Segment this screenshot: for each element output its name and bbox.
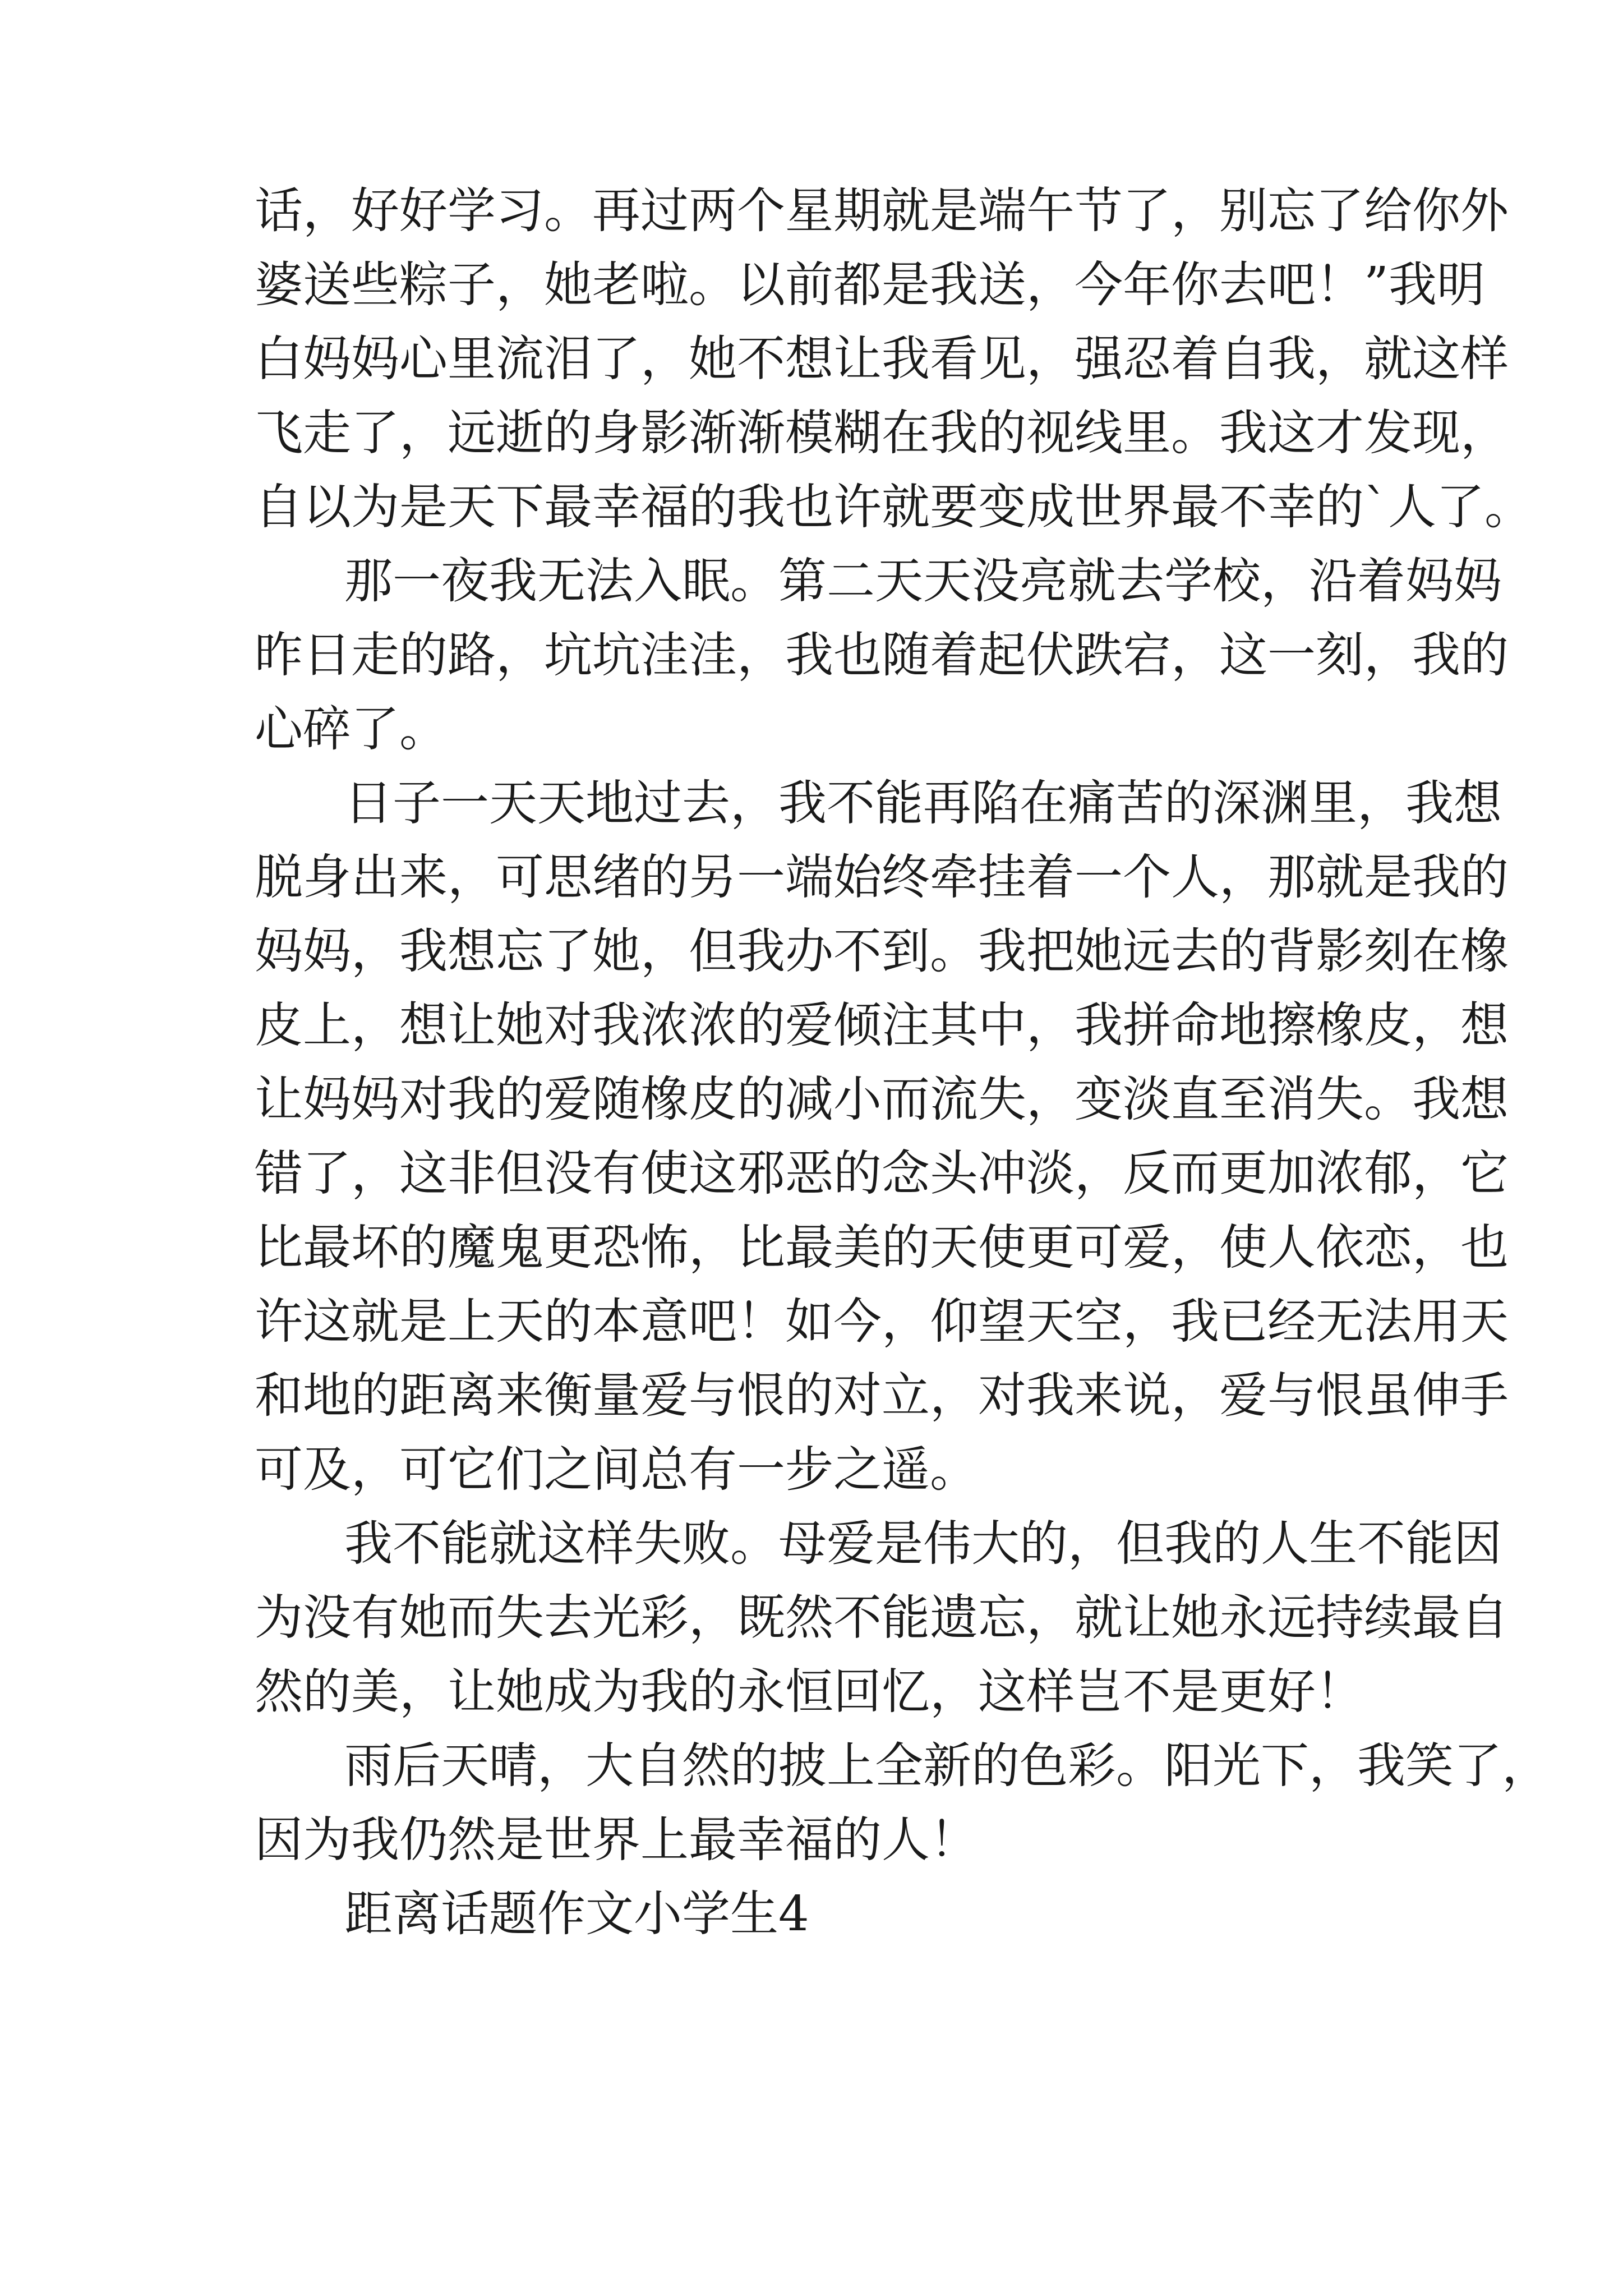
text-line: 让妈妈对我的爱随橡皮的减小而流失，变淡直至消失。我想 — [255, 1071, 1509, 1128]
text-line: 飞走了，远逝的身影渐渐模糊在我的视线里。我这才发现， — [255, 405, 1509, 461]
text-line: 妈妈，我想忘了她，但我办不到。我把她远去的背影刻在橡 — [255, 923, 1509, 979]
text-line: 我不能就这样失败。母爱是伟大的，但我的人生不能因 — [344, 1516, 1502, 1572]
text-line: 然的美，让她成为我的永恒回忆，这样岂不是更好！ — [255, 1664, 1364, 1720]
text-line: 错了，这非但没有使这邪恶的念头冲淡，反而更加浓郁，它 — [255, 1145, 1509, 1202]
section-heading: 距离话题作文小学生4 — [344, 1886, 809, 1942]
text-line: 因为我仍然是世界上最幸福的人！ — [255, 1812, 978, 1868]
text-line: 自以为是天下最幸福的我也许就要变成世界最不幸的`人了。 — [255, 479, 1533, 535]
text-line: 脱身出来，可思绪的另一端始终牵挂着一个人，那就是我的 — [255, 849, 1509, 905]
text-line: 那一夜我无法入眠。第二天天没亮就去学校，沿着妈妈 — [344, 553, 1502, 609]
text-line: 日子一天天地过去，我不能再陷在痛苦的深渊里，我想 — [344, 775, 1502, 831]
text-line: 和地的距离来衡量爱与恨的对立，对我来说，爱与恨虽伸手 — [255, 1368, 1509, 1424]
text-line: 比最坏的魔鬼更恐怖，比最美的天使更可爱，使人依恋，也 — [255, 1220, 1509, 1276]
text-line: 婆送些粽子，她老啦。以前都是我送，今年你去吧！”我明 — [255, 257, 1485, 313]
text-line: 白妈妈心里流泪了，她不想让我看见，强忍着自我，就这样 — [255, 331, 1509, 387]
text-line: 许这就是上天的本意吧！如今，仰望天空，我已经无法用天 — [255, 1294, 1509, 1350]
text-line: 话，好好学习。再过两个星期就是端午节了，别忘了给你外 — [255, 183, 1509, 239]
text-line: 为没有她而失去光彩，既然不能遗忘，就让她永远持续最自 — [255, 1590, 1509, 1646]
text-line: 心碎了。 — [255, 701, 448, 757]
text-line: 皮上，想让她对我浓浓的爱倾注其中，我拼命地擦橡皮，想 — [255, 997, 1509, 1053]
text-line: 昨日走的路，坑坑洼洼，我也随着起伏跌宕，这一刻，我的 — [255, 627, 1509, 683]
text-line: 可及，可它们之间总有一步之遥。 — [255, 1442, 978, 1498]
body-text — [255, 174, 1550, 1951]
text-line: 雨后天晴，大自然的披上全新的色彩。阳光下，我笑了， — [344, 1738, 1550, 1794]
